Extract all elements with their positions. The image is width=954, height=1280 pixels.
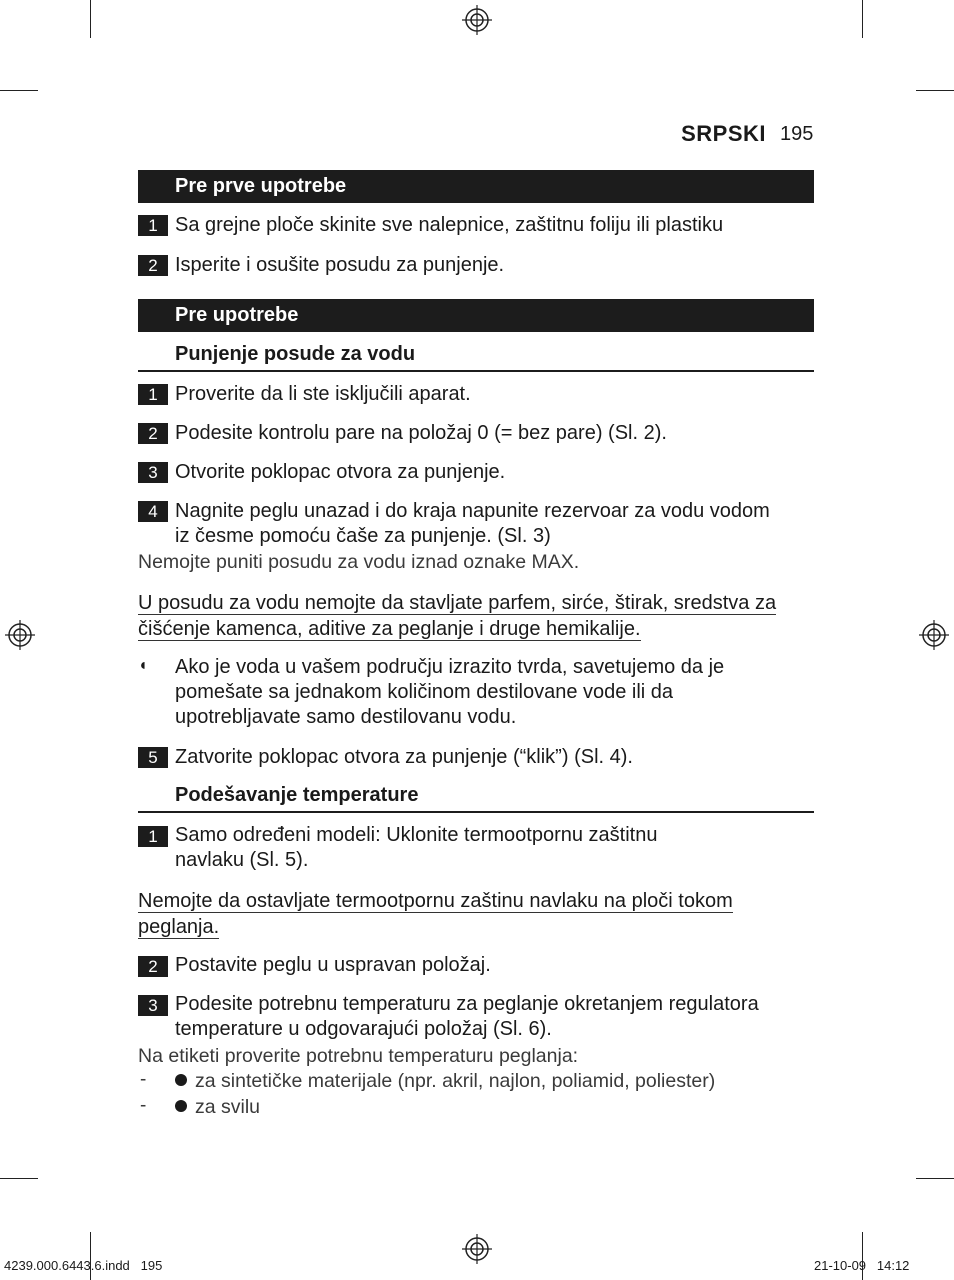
step-text: temperature u odgovarajući položaj (Sl. 6). [175,1018,552,1040]
step-text: iz česme pomoću čaše za punjenje. (Sl. 3) [175,525,551,547]
crop-mark [90,0,91,38]
crop-mark [916,1178,954,1179]
registration-mark-icon [462,5,492,35]
step-text: Podesite potrebnu temperaturu za peglanje okretanjem regulatora [175,993,759,1015]
tip-text: upotrebljavate samo destilovanu vodu. [175,706,517,728]
step-number: 3 [138,995,168,1016]
list-dash: - [140,1069,147,1090]
warning-text [138,616,641,642]
list-item-text: za sintetičke materijale (npr. akril, najlon, poliamid, poliester) [195,1070,716,1092]
warning-text [138,590,776,616]
step-number: 5 [138,747,168,768]
list-dash: - [140,1095,147,1116]
step-number: 2 [138,423,168,444]
crop-mark [0,1178,38,1179]
warning-line: peglanja. [138,916,220,938]
section-title-first-use: Pre prve upotrebe [138,170,814,203]
tip-bullet-icon: ◖ [138,657,148,674]
step-number: 1 [138,826,168,847]
registration-mark-icon [462,1234,492,1264]
list-item [175,1094,260,1120]
step-text: navlaku (Sl. 5). [175,849,309,871]
crop-mark [0,90,38,91]
step-text: Samo određeni modeli: Uklonite termootpornu zaštitnu [175,824,658,846]
registration-mark-icon [919,620,949,650]
step-text: Postavite peglu u uspravan položaj. [175,954,491,976]
section-title-before-use: Pre upotrebe [138,299,814,332]
temperature-dot-icon [175,1100,187,1112]
footer-date: 21-10-09 14:12 [814,1258,910,1273]
step-text: Isperite i osušite posudu za punjenje. [175,254,505,276]
warning-line: Nemojte da ostavljate termootpornu zaštinu navlaku na ploči tokom [138,890,733,912]
step-number: 1 [138,215,168,236]
warning-text [138,888,733,914]
crop-mark [862,0,863,38]
crop-mark [916,90,954,91]
warning-line: čišćenje kamenca, aditive za peglanje i druge hemikalije. [138,618,641,640]
note-text: Nemojte puniti posudu za vodu iznad oznake MAX. [138,551,580,573]
step-number: 3 [138,462,168,483]
tip-text: pomešate sa jednakom količinom destilovane vode ili da [175,681,674,703]
footer-file-info: 4239.000.6443.6.indd 195 [4,1258,163,1273]
language-label: SRPSKI [681,121,766,146]
temperature-dot-icon [175,1074,187,1086]
step-number: 2 [138,956,168,977]
step-text: Proverite da li ste isključili aparat. [175,383,471,405]
subsection-title-temperature: Podešavanje temperature [138,784,814,813]
list-item-text: za svilu [195,1096,261,1118]
registration-mark-icon [5,620,35,650]
step-text: Sa grejne ploče skinite sve nalepnice, zaštitnu foliju ili plastiku [175,214,724,236]
step-text: Nagnite peglu unazad i do kraja napunite rezervoar za vodu vodom [175,500,770,522]
step-number: 2 [138,255,168,276]
warning-line: U posudu za vodu nemojte da stavljate parfem, sirće, štirak, sredstva za [138,592,777,614]
list-item [175,1068,715,1094]
step-number: 1 [138,384,168,405]
step-text: Podesite kontrolu pare na položaj 0 (= bez pare) (Sl. 2). [175,422,667,444]
step-text: Otvorite poklopac otvora za punjenje. [175,461,506,483]
tip-text: Ako je voda u vašem području izrazito tvrda, savetujemo da je [175,656,725,678]
note-text: Na etiketi proverite potrebnu temperaturu peglanja: [138,1045,579,1067]
warning-text [138,914,219,940]
step-number: 4 [138,501,168,522]
step-text: Zatvorite poklopac otvora za punjenje (“klik”) (Sl. 4). [175,746,633,768]
subsection-title-filling: Punjenje posude za vodu [138,343,814,372]
page-number: 195 [780,123,814,145]
